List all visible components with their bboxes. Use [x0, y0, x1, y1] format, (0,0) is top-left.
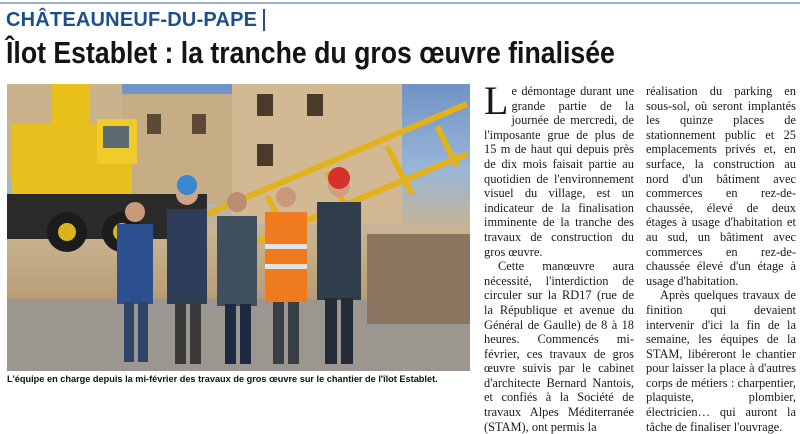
photo-illustration — [7, 84, 470, 371]
paragraph-2: Cette manœuvre aura nécessité, l'interdiction de circuler sur la RD17 (rue de la République et avenue du Général de Gaulle) de 8 à 18 heures. Commencés mi-février, ces travaux de gros œuvre suivis par le cabinet d'architecte Bernard Nantois, et confiés à la Société de travaux Alpes Méditerranée (STAM), ont permis la — [484, 259, 634, 434]
paragraph-1 — [484, 78, 634, 259]
article-photo — [7, 84, 470, 371]
kicker-text: CHÂTEAUNEUF-DU-PAPE — [6, 8, 258, 31]
paragraph-3: réalisation du parking en sous-sol, où seront implantés les quinze places de stationnement public et 25 emplacements privés et, en surface, la construction au nord d'un bâtiment avec commerces en rez-de-chaussée, élevé de deux étages à usage d'habitation et au sud, un bâtiment avec commerces en rez-de-chaussée élevé d'un étage à usage d'habitation. — [646, 84, 796, 288]
article-column-2 — [646, 84, 796, 434]
photo-caption: L'équipe en charge depuis la mi-février des travaux de gros œuvre sur le chantier de l'îlot Establet. — [7, 374, 438, 384]
paragraph-1-text: e démontage durant une grande partie de la journée de mercredi, de l'imposante grue de plus de 15 m de haut qui depuis près de dix mois faisait partie au quotidien de l'environnement visuel du village, est un indicateur de la finalisation imminente de la tranche des travaux de construction du gros œuvre. — [484, 84, 634, 259]
headline: Îlot Establet : la tranche du gros œuvre finalisée — [6, 35, 615, 70]
top-rule — [0, 2, 800, 4]
paragraph-4: Après quelques travaux de finition qui devaient intervenir d'ici la fin de la semaine, les équipes de la STAM, libéreront le chantier pour laisser la place à d'autres corps de métiers : charpentier, plaquiste, plombier, électricien… qui auront la tâche de finaliser l'ouvrage. — [646, 288, 796, 434]
article-column-1 — [484, 78, 634, 434]
dropcap: L — [484, 78, 509, 123]
section-kicker — [6, 9, 265, 31]
kicker-separator — [263, 9, 265, 31]
